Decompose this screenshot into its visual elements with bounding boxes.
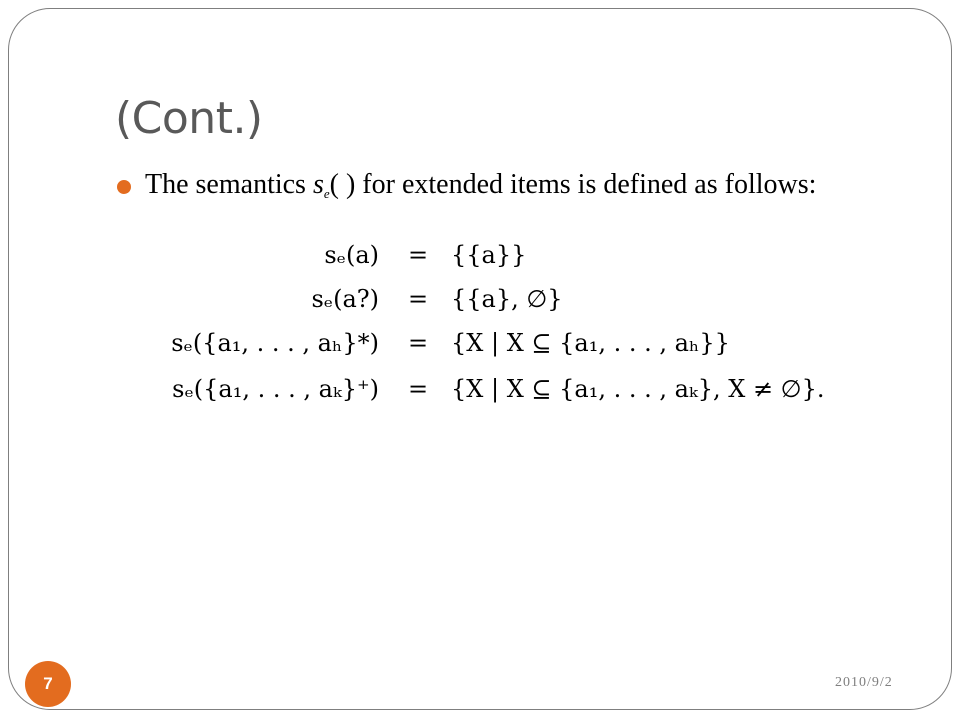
equation-row: [159, 329, 879, 369]
equation-op: =: [407, 241, 429, 269]
bullet-symbol-subscript: e: [323, 186, 330, 201]
equation-rhs: {{a}, ∅}: [451, 285, 563, 313]
footer-date: 2010/9/2: [835, 675, 893, 690]
equation-op: =: [407, 375, 429, 403]
equation-lhs: sₑ({a₁, . . . , aₖ}⁺): [172, 375, 379, 403]
slide-title: (Cont.): [115, 93, 263, 144]
equation-row: [159, 285, 879, 325]
equation-rhs: {X | X ⊆ {a₁, . . . , aₖ}, X ≠ ∅}.: [451, 375, 825, 403]
equation-lhs: sₑ(a): [324, 241, 379, 269]
bullet-prefix: The semantics: [145, 169, 313, 200]
equation-lhs: sₑ({a₁, . . . , aₕ}*): [171, 329, 379, 357]
equation-rhs: {{a}}: [451, 241, 527, 269]
equation-lhs: sₑ(a?): [311, 285, 379, 313]
equation-op: =: [407, 285, 429, 313]
equation-row: [159, 241, 879, 281]
bullet-symbol: s: [312, 169, 324, 200]
bullet-dot-icon: [117, 180, 131, 194]
slide: [8, 8, 952, 710]
bullet-suffix: ( ) for extended items is defined as follows:: [329, 169, 817, 200]
equation-row: [159, 375, 879, 415]
bullet-text: [145, 169, 816, 202]
equation-op: =: [407, 329, 429, 357]
equation-rhs: {X | X ⊆ {a₁, . . . , aₕ}}: [451, 329, 730, 357]
page-number-badge: 7: [25, 661, 71, 707]
